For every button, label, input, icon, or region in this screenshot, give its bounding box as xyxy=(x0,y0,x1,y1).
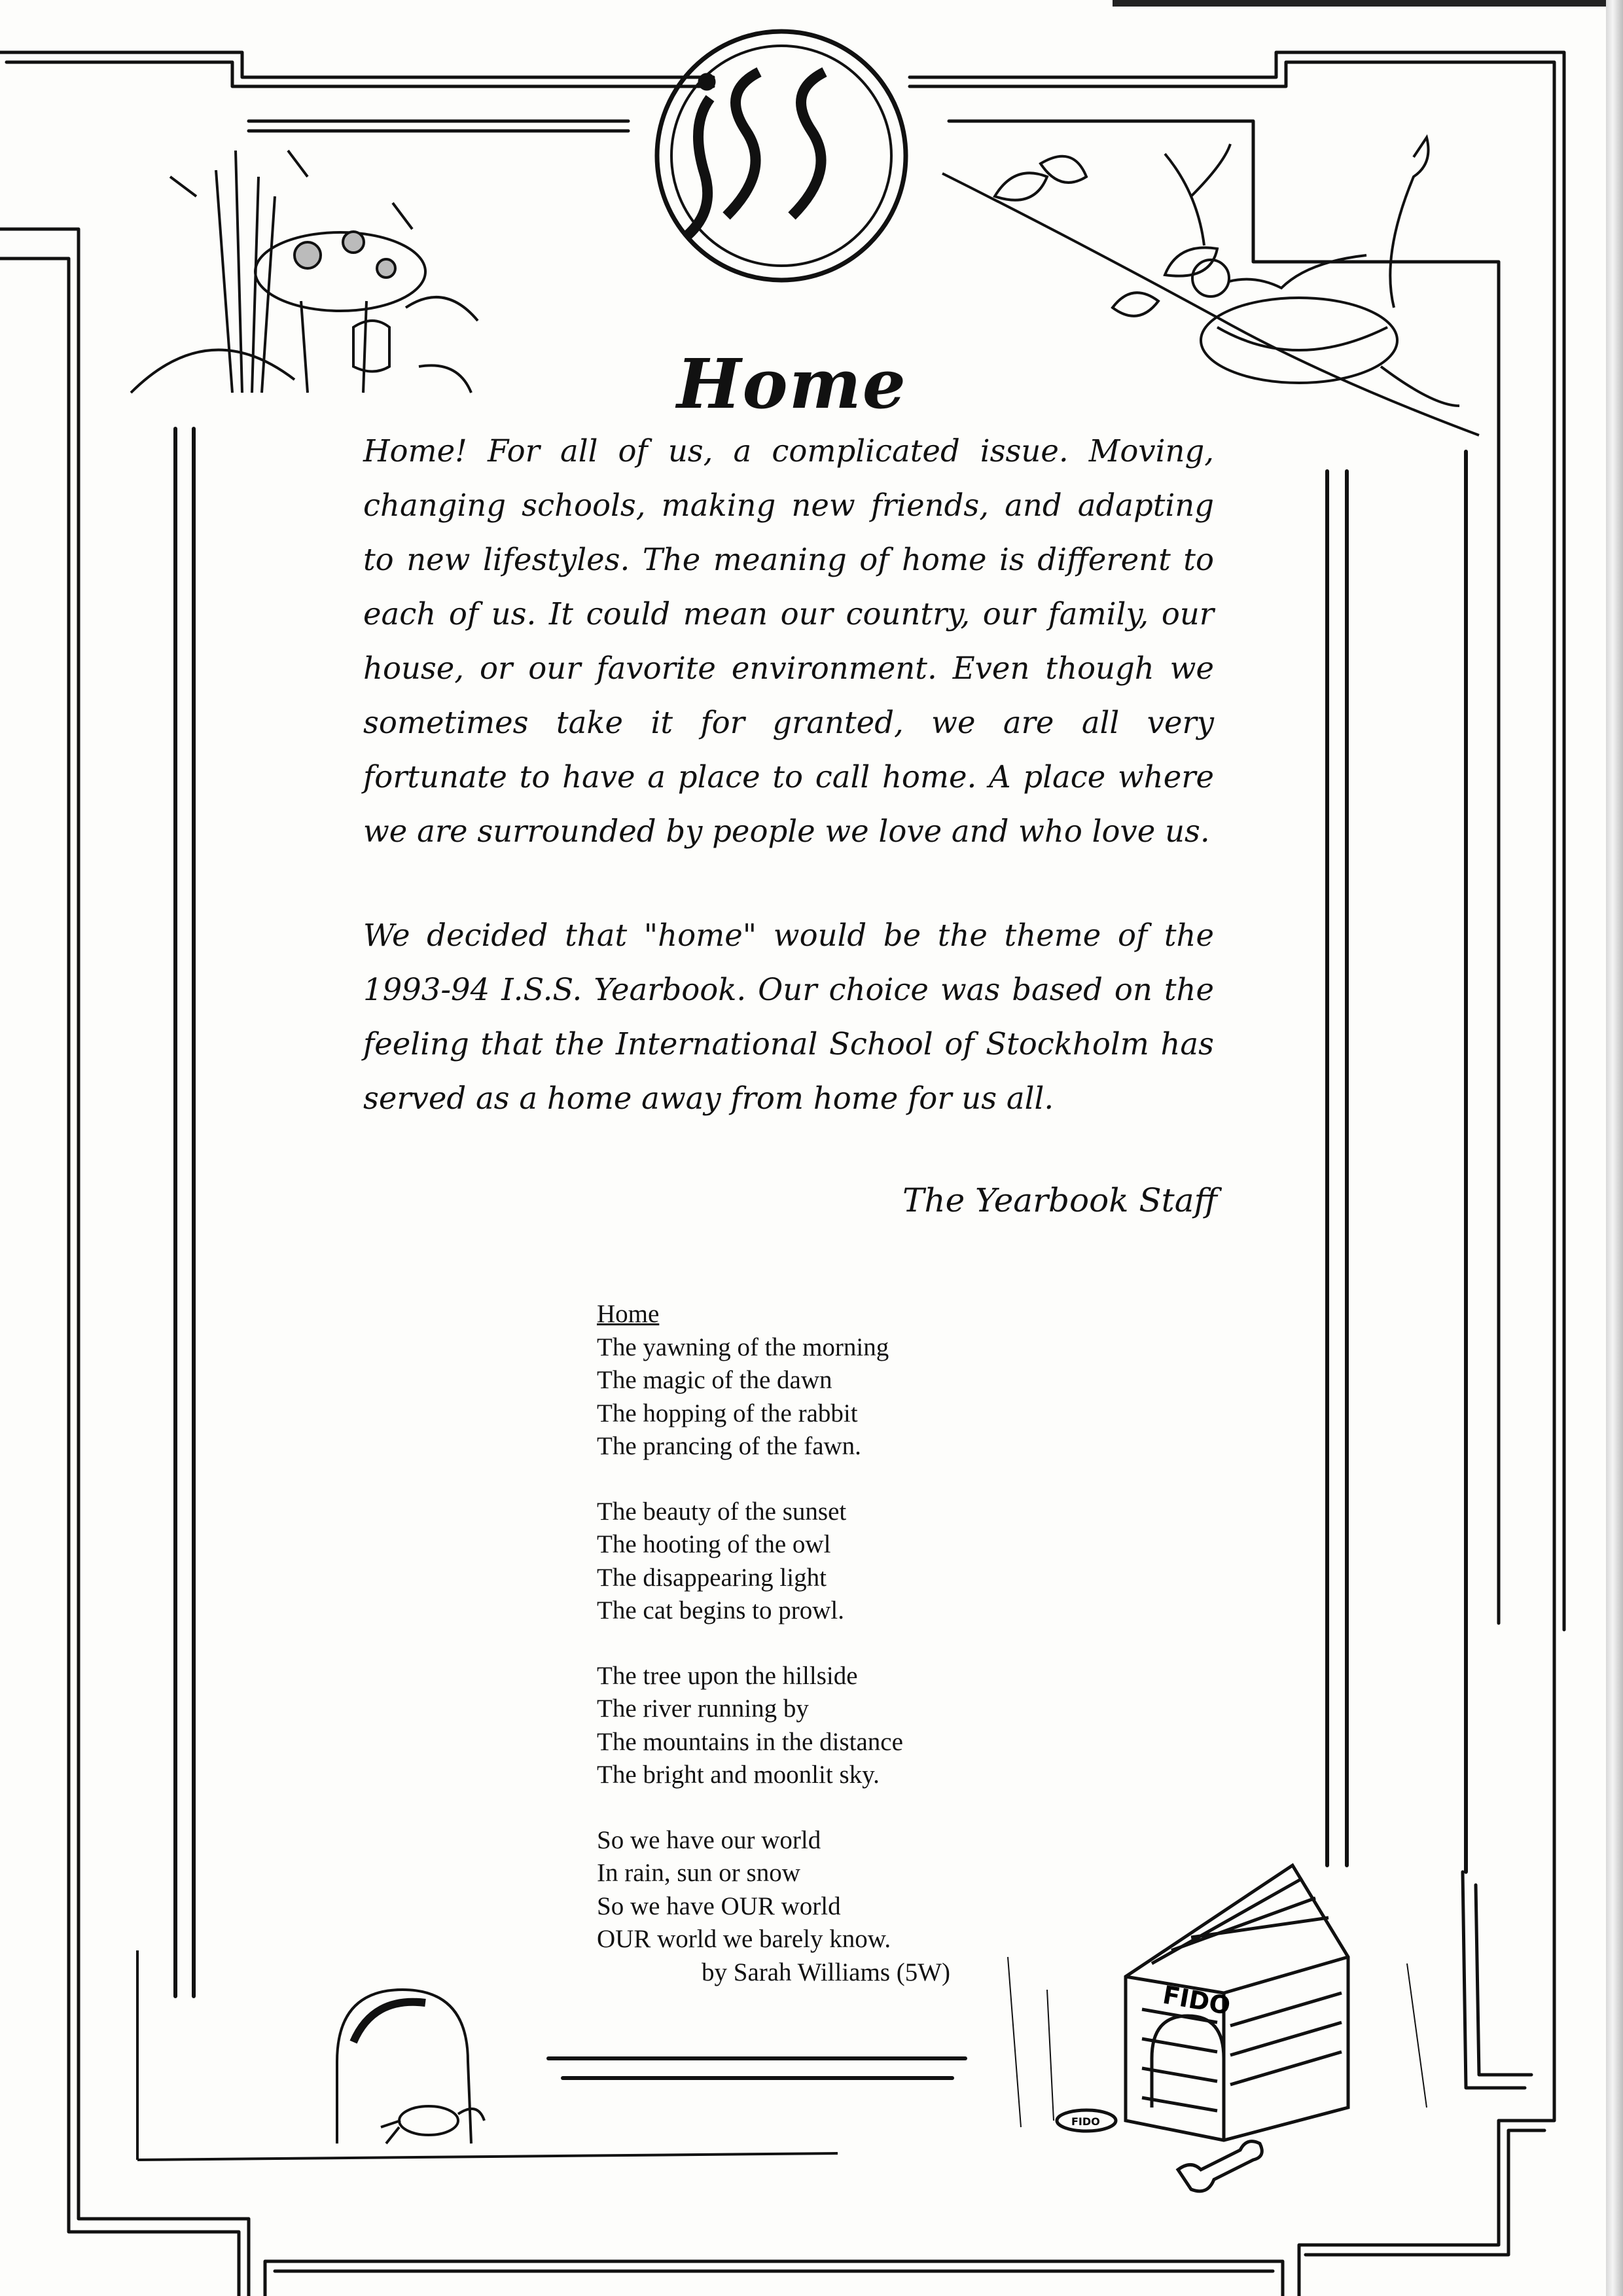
doghouse-sign: FIDO xyxy=(1160,1980,1233,2020)
poem-line: The cat begins to prowl. xyxy=(597,1596,844,1624)
poem-line: The magic of the dawn xyxy=(597,1366,832,1394)
page-title: Home xyxy=(677,344,907,424)
poem-line: The beauty of the sunset xyxy=(597,1497,847,1526)
poem-line: In rain, sun or snow xyxy=(597,1859,800,1887)
poem-line: OUR world we barely know. xyxy=(597,1925,891,1953)
dish-label: FIDO xyxy=(1071,2115,1100,2128)
poem-line: The yawning of the morning xyxy=(597,1333,889,1361)
mushroom-gnome-illustration xyxy=(131,151,478,393)
border-top-left xyxy=(0,52,713,77)
intro-paragraph-2: We decided that "home" would be the theme of the 1993-94 I.S.S. Yearbook. Our choice was based on the feeling that the International School of Stockholm has served as a home away from home for us all. xyxy=(363,918,1214,1116)
poem-stanza-2 xyxy=(597,1496,1055,1628)
poem xyxy=(597,1298,1055,1989)
poem-stanza-4 xyxy=(597,1824,1055,1956)
poem-line: So we have our world xyxy=(597,1825,821,1854)
poem-line: The mountains in the distance xyxy=(597,1727,903,1756)
poem-byline: by Sarah Williams (5W) xyxy=(702,1958,951,1986)
poem-line: So we have OUR world xyxy=(597,1892,841,1920)
poem-line: The hooting of the owl xyxy=(597,1530,831,1558)
intro-paragraph-1: Home! For all of us, a complicated issue. Moving, changing schools, making new friends, and adapting to new lifestyles. The meaning of home is different to each of us. It could mean our country, our family, our house, or our favorite environment. Even though we sometimes take it for granted, we are all very fortunate to have a place to call home. A place where we are surrounded by people we love and who love us. xyxy=(363,433,1214,849)
poem-stanza-1 xyxy=(597,1331,1055,1463)
poem-line: The disappearing light xyxy=(597,1563,827,1592)
poem-line: The tree upon the hillside xyxy=(597,1661,858,1690)
iss-logo xyxy=(657,31,906,280)
border-bottom xyxy=(265,2261,1283,2296)
poem-line: The prancing of the fawn. xyxy=(597,1432,861,1460)
border-left xyxy=(0,229,249,2296)
bird-nest-illustration xyxy=(942,137,1479,435)
poem-title: Home xyxy=(597,1300,660,1328)
doghouse-illustration xyxy=(1008,1865,1427,2191)
signature: The Yearbook Staff xyxy=(902,1181,1217,1219)
poem-line: The bright and moonlit sky. xyxy=(597,1761,880,1789)
poem-stanza-3 xyxy=(597,1660,1055,1792)
poem-line: The river running by xyxy=(597,1695,809,1723)
poem-line: The hopping of the rabbit xyxy=(597,1399,858,1427)
